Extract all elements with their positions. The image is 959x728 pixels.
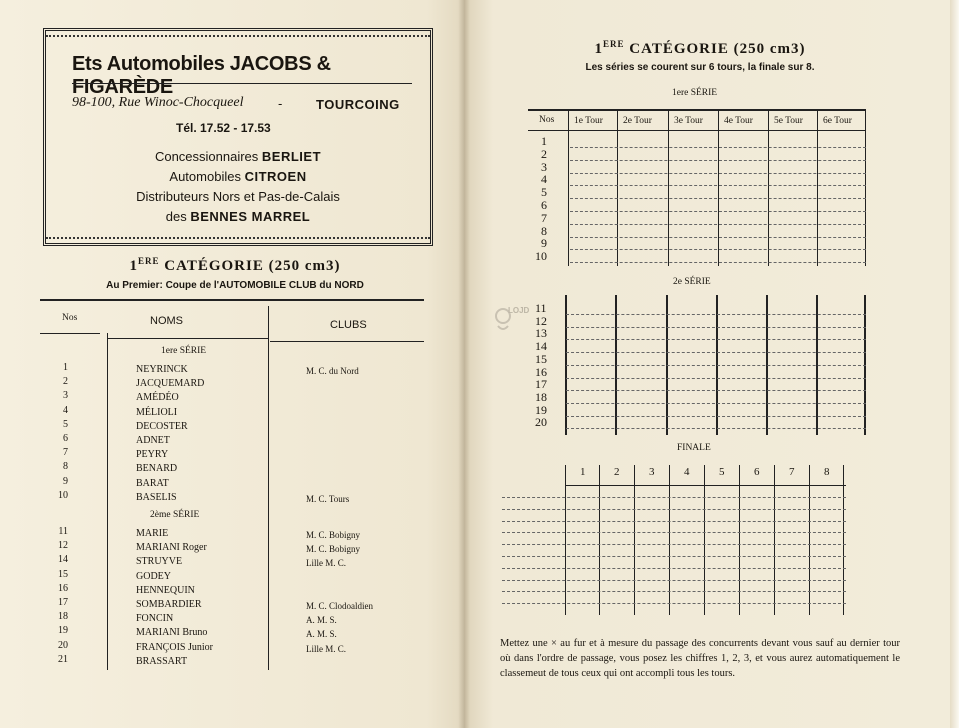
left-serie1-label: 1ere SÉRIE <box>161 346 207 356</box>
entrant-number: 19 <box>58 625 68 637</box>
ad-telephone: Tél. 17.52 - 17.53 <box>176 121 271 135</box>
ad-rule <box>72 83 412 84</box>
col-header-nos: Nos <box>62 313 78 323</box>
entrant-number: 7 <box>63 447 68 459</box>
entrant-number: 4 <box>63 404 68 416</box>
entrant-number: 18 <box>58 611 68 623</box>
finale-label: FINALE <box>677 443 711 453</box>
entrant-name: BARAT <box>136 477 169 489</box>
grid1-row-rule <box>570 198 866 199</box>
grid3-column-rule <box>669 465 670 615</box>
grid1-row-number: 10 <box>535 249 547 264</box>
library-stamp <box>492 302 530 348</box>
grid2-row-rule <box>566 428 866 429</box>
grid2-row-number: 13 <box>535 326 547 341</box>
finale-lap-header: 4 <box>684 466 690 478</box>
entrant-number: 14 <box>58 554 68 566</box>
entrant-name: DECOSTER <box>136 420 188 432</box>
ad-city: TOURCOING <box>316 97 400 112</box>
left-category-title <box>40 256 430 275</box>
finale-lap-header: 8 <box>824 466 830 478</box>
grid2-row-number: 18 <box>535 389 547 404</box>
entrant-number: 10 <box>58 489 68 501</box>
grid2-row-rule <box>566 314 866 315</box>
grid1-row-number: 7 <box>541 210 547 225</box>
finale-lap-header: 1 <box>580 466 586 478</box>
grid1-column-rule <box>768 110 769 266</box>
finale-row-rule <box>502 591 846 592</box>
col-header-clubs: CLUBS <box>330 319 367 331</box>
grid1-row-rule <box>570 249 866 250</box>
finale-header-rule <box>566 485 846 486</box>
entrant-club: M. C. Bobigny <box>306 544 361 555</box>
finale-row-rule <box>502 603 846 604</box>
grid1-column-rule <box>617 110 618 266</box>
finale-lap-header: 7 <box>789 466 795 478</box>
grid1-header-nos: Nos <box>539 115 555 125</box>
entrant-number: 11 <box>58 526 68 537</box>
grid1-row-rule <box>570 237 866 238</box>
grid1-row-number: 2 <box>541 146 547 161</box>
grid2-row-number: 12 <box>535 313 547 328</box>
entrant-number: 17 <box>58 597 68 608</box>
ad-brand-marrel: BENNES MARREL <box>190 209 311 224</box>
entrant-number: 21 <box>58 653 68 665</box>
grid1-row-rule <box>570 160 866 161</box>
entrant-name: MARIE <box>136 528 169 539</box>
entrant-name: BASELIS <box>136 491 177 503</box>
ad-line-berliet <box>46 149 430 164</box>
page-edge <box>950 0 959 728</box>
entrant-name: MARIANI Roger <box>136 542 207 554</box>
grid1-column-rule <box>668 110 669 266</box>
grid1-column-rule <box>865 110 866 266</box>
entrant-name: JACQUEMARD <box>136 378 205 390</box>
entrant-number: 6 <box>63 433 68 444</box>
ad-line1-text: Concessionnaires <box>154 149 259 164</box>
grid3-column-rule <box>565 465 566 615</box>
grid1-row-number: 3 <box>541 159 547 174</box>
grid1-row-number: 5 <box>541 185 547 200</box>
finale-row-rule <box>502 509 846 510</box>
finale-row-rule <box>502 580 846 581</box>
entrant-number: 8 <box>63 461 68 473</box>
grid1-row-rule <box>570 185 866 186</box>
finale-lap-header: 2 <box>614 466 620 478</box>
grid1-tour-header: 5e Tour <box>774 116 803 126</box>
ad-address-dash: - <box>278 96 283 111</box>
entrant-club: Lille M. C. <box>306 643 346 654</box>
ad-line2-text: Automobiles <box>169 169 241 184</box>
ad-brand-berliet: BERLIET <box>261 149 322 164</box>
entrant-number: 2 <box>63 376 68 388</box>
entrant-name: GODEY <box>136 570 171 582</box>
entrant-name: MÉLIOLI <box>136 406 178 418</box>
right-cat-num: 1 <box>594 41 603 57</box>
entrant-number: 9 <box>63 475 68 487</box>
entrant-number: 16 <box>58 582 68 594</box>
grid1-column-rule <box>817 110 818 266</box>
ad-dotted-border-bottom <box>46 237 430 239</box>
finale-row-rule <box>502 556 846 557</box>
finale-row-rule <box>502 544 846 545</box>
entrant-name: ADNET <box>136 435 170 446</box>
grid1-row-rule <box>570 147 866 148</box>
left-cat-num: 1 <box>129 258 138 274</box>
grid3-column-rule <box>774 465 775 615</box>
grid2-row-number: 15 <box>535 351 547 366</box>
grid3-column-rule <box>809 465 810 615</box>
right-cat-rest: CATÉGORIE (250 cm3) <box>629 41 806 57</box>
grid2-row-number: 16 <box>535 364 547 379</box>
left-serie2-label: 2ème SÉRIE <box>150 510 200 520</box>
stamp-text: LOJD <box>508 306 530 315</box>
entrant-name: SOMBARDIER <box>136 599 202 610</box>
right-cat-sup: ERE <box>603 39 625 49</box>
ad-company-name: Ets Automobiles JACOBS & FIGARÈDE <box>72 53 331 98</box>
grid2-row-rule <box>566 339 866 340</box>
entrant-name: FRANÇOIS Junior <box>136 641 213 653</box>
ad-line-citroen <box>46 169 430 184</box>
ad-line4-text: des <box>165 209 187 224</box>
entrant-number: 3 <box>63 390 68 402</box>
grid1-column-rule <box>718 110 719 266</box>
grid2-row-number: 20 <box>535 415 547 430</box>
grid1-row-rule <box>570 173 866 174</box>
advertisement-box <box>43 28 433 246</box>
entrant-club: A. M. S. <box>306 629 337 640</box>
grid2-row-number: 11 <box>535 301 547 315</box>
entrant-club: M. C. du Nord <box>306 366 359 376</box>
grid1-row-rule <box>570 262 866 263</box>
entrant-number: 5 <box>63 418 68 430</box>
entrant-club: A. M. S. <box>306 615 337 626</box>
grid2-row-rule <box>566 327 866 328</box>
ad-brand-citroen: CITROEN <box>244 169 307 184</box>
left-cat-rest: CATÉGORIE (250 cm3) <box>164 258 341 274</box>
grid1-row-number: 4 <box>541 172 547 187</box>
finale-lap-header: 6 <box>754 466 760 478</box>
grid1-top-rule <box>528 109 866 111</box>
grid1-tour-header: 3e Tour <box>674 116 703 126</box>
grid2-row-rule <box>566 416 866 417</box>
grid1-row-rule <box>570 211 866 212</box>
right-serie2-label: 2e SÉRIE <box>673 277 711 287</box>
entrant-name: FONCIN <box>136 613 174 625</box>
grid2-row-rule <box>566 352 866 353</box>
grid3-column-rule <box>704 465 705 615</box>
grid1-row-number: 8 <box>541 223 547 238</box>
grid1-column-rule <box>568 110 569 266</box>
entrant-club: M. C. Bobigny <box>306 530 361 540</box>
nos-header-rule <box>40 333 100 334</box>
finale-lap-header: 5 <box>719 466 725 478</box>
grid1-header-rule <box>528 130 866 131</box>
grid2-row-rule <box>566 378 866 379</box>
right-serie1-label: 1ere SÉRIE <box>672 88 718 98</box>
finale-row-rule <box>502 532 846 533</box>
grid2-row-number: 19 <box>535 402 547 417</box>
entrant-club: Lille M. C. <box>306 558 346 569</box>
grid1-row-number: 6 <box>541 198 547 212</box>
entrant-number: 12 <box>58 540 68 552</box>
grid3-column-rule <box>599 465 600 615</box>
grid2-row-number: 14 <box>535 339 547 354</box>
finale-lap-header: 3 <box>649 466 655 478</box>
table-top-rule <box>40 299 424 301</box>
left-cat-sup: ERE <box>138 256 160 266</box>
entrant-name: NEYRINCK <box>136 364 188 375</box>
clubs-header-rule <box>270 341 424 342</box>
grid3-column-rule <box>843 465 844 615</box>
entrant-club: M. C. Tours <box>306 493 350 504</box>
ad-line-distributors: Distributeurs Nors et Pas-de-Calais <box>136 189 340 204</box>
grid1-tour-header: 4e Tour <box>724 116 753 126</box>
right-subtitle: Les séries se courent sur 6 tours, la finale sur 8. <box>585 62 815 73</box>
ad-line-marrel <box>46 209 430 224</box>
noms-header-rule <box>108 338 268 339</box>
book-gutter <box>458 0 470 728</box>
grid2-row-rule <box>566 403 866 404</box>
ad-dotted-border-top <box>46 35 430 37</box>
grid1-row-number: 1 <box>541 134 547 148</box>
grid1-tour-header: 6e Tour <box>823 116 852 126</box>
entrant-name: BRASSART <box>136 655 188 667</box>
entrant-name: STRUYVE <box>136 556 183 568</box>
finale-row-rule <box>502 521 846 522</box>
entrant-name: BENARD <box>136 463 178 475</box>
entrant-name: PEYRY <box>136 449 169 461</box>
entrant-number: 15 <box>58 568 68 580</box>
left-prize-line: Au Premier: Coupe de l'AUTOMOBILE CLUB du NORD <box>106 280 364 291</box>
entrant-name: MARIANI Bruno <box>136 627 208 639</box>
grid1-row-rule <box>570 224 866 225</box>
entrant-name: AMÉDÉO <box>136 392 179 404</box>
grid3-column-rule <box>634 465 635 615</box>
entrant-number: 1 <box>63 362 68 373</box>
entrant-club: M. C. Clodoaldien <box>306 601 373 611</box>
grid1-tour-header: 2e Tour <box>623 116 652 126</box>
grid2-row-number: 17 <box>535 377 547 392</box>
grid1-tour-header: 1e Tour <box>574 116 603 126</box>
grid3-column-rule <box>739 465 740 615</box>
grid1-row-number: 9 <box>541 236 547 251</box>
table-divider-right <box>268 306 269 670</box>
finale-row-rule <box>502 568 846 569</box>
right-category-title <box>520 39 880 58</box>
grid2-row-rule <box>566 390 866 391</box>
col-header-noms: NOMS <box>150 315 183 327</box>
instructions-note: Mettez une × au fur et à mesure du passage des concurrents devant vous sauf au dernier tour où dans l'ordre de passage, vous posez les chiffres 1, 2, 3, et vous aurez automatiquement le classemeut de tous ceux qui ont accompli tous les tours. <box>500 638 900 679</box>
grid2-row-rule <box>566 365 866 366</box>
ad-address: 98-100, Rue Winoc-Chocqueel <box>72 95 244 110</box>
finale-row-rule <box>502 497 846 498</box>
entrant-name: HENNEQUIN <box>136 584 195 596</box>
entrant-number: 20 <box>58 639 68 651</box>
table-divider-left <box>107 333 108 670</box>
